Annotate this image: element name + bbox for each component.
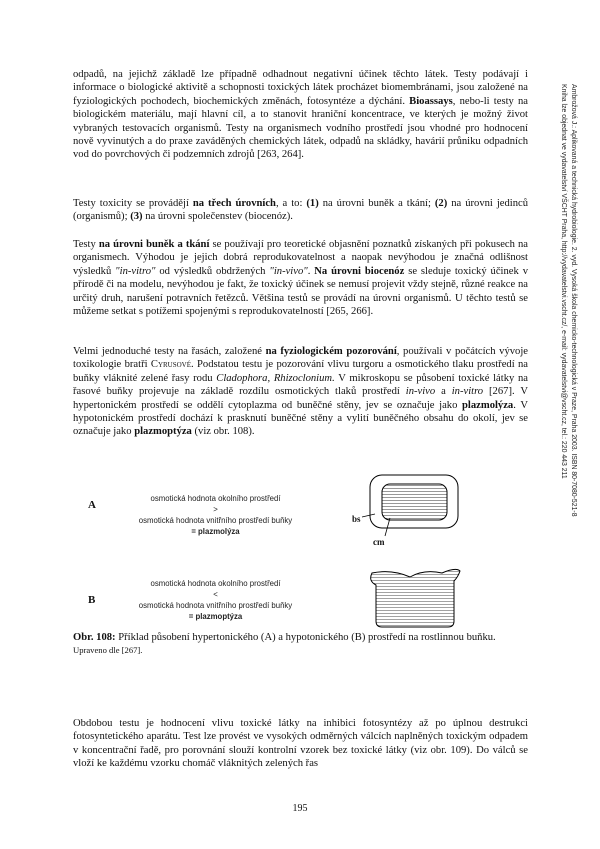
figure-panel-a-equation	[113, 493, 318, 537]
text-run: Testy	[73, 239, 99, 250]
text-run: se používají pro teoretické objasnění poznatků získaných při pokusech na organismech. Výhodou je jejich dobrá reprodukovatelnost a naopak nevýhodou je značná odlišnost výsledků	[73, 239, 528, 277]
caption-label: Obr. 108:	[73, 632, 116, 643]
equation-operator: >	[213, 505, 218, 514]
genus-names: Cladophora, Rhizoclonium.	[216, 372, 335, 384]
equation-result: = plazmolýza	[191, 527, 240, 536]
figure-panel-b-letter: B	[88, 594, 96, 606]
level-number: (1)	[306, 198, 319, 209]
citation-line-1: Ambrožová J.: Aplikovaná a technická hydrobiologie. 2. vyd. Vysoká škola chemicko-technologická v Praze, Praha 2003. ISBN 80-7080-521-8	[570, 84, 577, 517]
text-run: Velmi jednoduché testy na řasách, založené	[73, 346, 266, 357]
term-in-vivo: "in-vivo"	[269, 265, 308, 277]
citation-sidebar	[548, 84, 588, 604]
text-run: (viz obr. 108).	[191, 426, 255, 438]
text-run: odpadů, na jejichž základě lze případně odhadnout negativní účinek těchto látek. Testy podávají i informace o biologické aktivitě a schopnosti toxických látek procházet biomembránami, jsou založené na fyziologických pochodech, biochemických změnách, fotosyntéze a dýchání.	[73, 69, 528, 107]
text-run: na úrovni jedinců (organismů);	[73, 198, 529, 223]
cytoplasm-shrunk	[382, 484, 447, 520]
level-number: (3)	[130, 211, 143, 223]
text-run: .	[307, 265, 315, 277]
author-name: Cyrusové	[150, 359, 192, 371]
level-number: (2)	[434, 198, 448, 209]
text-run: na úrovni buněk a tkání;	[318, 198, 435, 209]
equation-line: osmotická hodnota vnitřního prostředí buňky	[138, 601, 293, 610]
text-run: se sleduje toxický účinek v přírodě či na modelu, nevýhodou je fakt, že toxický účinek se nemusí projevit vždy stejně, různé reakce na určitý druh, narušení potravních řetězců. Většina testů se provádí na úrovni organismů. U těchto testů se můžeme setkat s potížemi spojenými s reprodukovatelností [265, 266].	[73, 265, 528, 318]
text-run: na úrovni společenstev (biocenóz).	[142, 211, 293, 223]
equation-operator: <	[213, 590, 218, 599]
text-run: . V hypotonickém prostředí dochází k prasknutí buněčné stěny a vylití buněčného obsahu do okolí, jev se označuje jako	[73, 399, 528, 438]
term-in-vitro: in-vitro	[451, 386, 484, 398]
text-run: [267]. V hypertonickém prostředí se oddělí cytoplazma od buněčné stěny, jev se označuje jako	[73, 386, 529, 411]
equation-line: osmotická hodnota okolního prostředí	[150, 579, 281, 588]
term-in-vivo: in-vivo	[405, 386, 436, 398]
paragraph-test-levels	[73, 197, 528, 224]
term-plasmolysis: plazmolýza	[462, 399, 514, 411]
paragraph-photosynthesis-test: Obdobou testu je hodnocení vlivu toxické látky na inhibici fotosyntézy až po úplnou destrukci fotosyntetického aparátu. Test lze provést ve vysokých odměrných válcích naplněných toxickým odpadem v koncentrační řadě, pro porovnání slouží kontrolní vzorek bez toxické látky (viz obr. 109). Do válců se vloží ke každému vzorku chomáč vláknitých zelených řas	[73, 718, 528, 770]
citation-line-2: Kniha lze objednat ve vydavatelství VŠCHT Praha, http://vydavatelstvi.vscht.cz/, e-mail: vydavatelstvi@vscht.cz, tel.: 220 443 211	[560, 84, 567, 479]
caption-text: Příklad působení hypertonického (A) a hypotonického (B) prostředí na rostlinnou buňku.	[115, 632, 496, 643]
term-plasmoptysis: plazmoptýza	[134, 426, 192, 438]
term-physiological: na fyziologickém pozorování	[265, 346, 397, 357]
text-run: od výsledků obdržených	[155, 265, 270, 277]
term-three-levels: na třech úrovních	[192, 198, 276, 209]
term-cell-level: na úrovni buněk a tkání	[98, 239, 210, 250]
page-number: 195	[292, 803, 308, 814]
figure-panel-b-equation	[113, 578, 318, 622]
paragraph-bioassays	[73, 68, 528, 162]
label-bs: bs	[352, 514, 361, 524]
cell-burst-shape	[371, 569, 460, 627]
text-run: , používali v počátcích vývoje toxikologie bratři	[73, 346, 528, 371]
term-biocenosis-level: Na úrovni biocenóz	[314, 265, 405, 277]
text-run: a	[435, 386, 452, 398]
term-in-vitro: "in-vitro"	[115, 265, 156, 277]
text-run: Testy toxicity se provádějí	[73, 198, 193, 209]
figure-caption	[73, 631, 528, 658]
paragraph-cell-level	[73, 238, 528, 318]
equation-line: osmotická hodnota okolního prostředí	[150, 494, 281, 503]
plasmolysis-cell-diagram	[340, 470, 465, 550]
text-run: V mikroskopu se působení toxické látky na řasové buňky projevuje na základě rozdílu osmotických tlaků prostředí	[73, 372, 528, 398]
caption-source: Upraveno dle [267].	[73, 645, 143, 656]
label-cm: cm	[373, 537, 385, 547]
equation-result: = plazmoptýza	[188, 612, 243, 621]
equation-line: osmotická hodnota vnitřního prostředí buňky	[138, 516, 293, 525]
text-run: , nebo-li testy na biologickém materiálu, mají hlavní cíl, a to stanovit hraniční koncentrace, ve kterých je možný život vybraných testovacích organismů. Testy na organismech vodního prostředí jsou vhodné pro hodnocení nově vyvinutých a do praxe zaváděných chemických látek, odpadů na skládky, havárií průniku odpadních vod do povrchových či podzemních zdrojů [263, 264].	[73, 95, 528, 161]
text-run: . Podstatou testu je pozorování vlivu turgoru a osmotického tlaku prostředí na buňky vláknité zelené řasy rodu	[73, 359, 528, 384]
term-bioassays: Bioassays	[409, 95, 453, 107]
text-run: , a to:	[275, 198, 307, 209]
paragraph-physiological-tests	[73, 345, 528, 439]
figure-panel-a-letter: A	[88, 499, 96, 511]
plasmoptysis-cell-diagram	[362, 565, 472, 633]
